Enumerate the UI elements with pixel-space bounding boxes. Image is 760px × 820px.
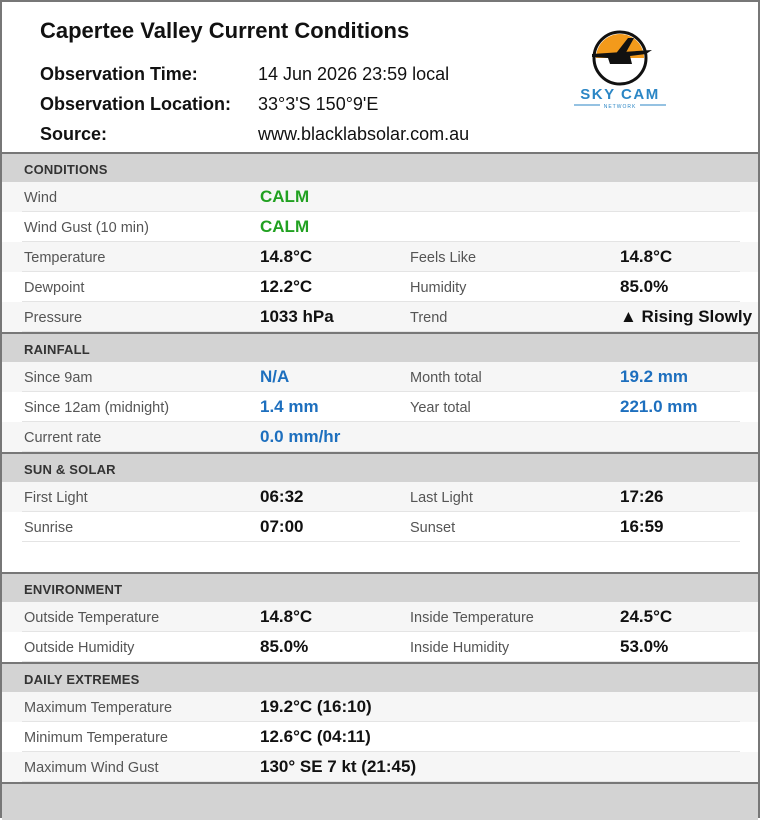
trend-label: Trend — [410, 310, 448, 326]
outside-temperature-label: Outside Temperature — [24, 610, 160, 626]
row-wind — [2, 182, 758, 212]
outside-humidity-label: Outside Humidity — [24, 640, 135, 656]
since-midnight-value: 1.4 mm — [260, 397, 319, 416]
max-wind-gust-value: 130° SE 7 kt (21:45) — [260, 757, 417, 776]
year-total-label: Year total — [410, 400, 471, 416]
page-title: Capertee Valley Current Conditions — [40, 18, 410, 43]
sunrise-label: Sunrise — [24, 520, 74, 536]
dewpoint-value: 12.2°C — [260, 277, 313, 296]
inside-humidity-label: Inside Humidity — [410, 640, 510, 656]
feels-like-value: 14.8°C — [620, 247, 673, 266]
source-label: Source: — [40, 124, 108, 144]
last-light-label: Last Light — [410, 490, 473, 506]
sunset-value: 16:59 — [620, 517, 664, 536]
section-heading-daily-extremes: DAILY EXTREMES — [2, 662, 758, 692]
observation-time-label: Observation Time: — [40, 64, 198, 84]
row-pressure — [2, 302, 758, 332]
outside-temperature-value: 14.8°C — [260, 607, 313, 626]
sunset-label: Sunset — [410, 520, 456, 536]
since-9am-label: Since 9am — [24, 370, 93, 386]
humidity-value: 85.0% — [620, 277, 669, 296]
humidity-label: Humidity — [410, 280, 467, 296]
row-min-temperature — [2, 722, 758, 752]
min-temperature-label: Minimum Temperature — [24, 730, 168, 746]
logo-subtext: NETWORK — [603, 104, 637, 110]
year-total-value: 221.0 mm — [620, 397, 698, 416]
temperature-label: Temperature — [24, 250, 106, 266]
footer-bar — [2, 782, 758, 820]
min-temperature-value: 12.6°C (04:11) — [260, 727, 371, 746]
dewpoint-label: Dewpoint — [24, 280, 85, 296]
row-temperature — [2, 242, 758, 272]
max-temperature-value: 19.2°C (16:10) — [260, 697, 372, 716]
wind-gust-value: CALM — [260, 217, 310, 236]
row-first-light — [2, 482, 758, 512]
header — [2, 2, 758, 152]
wind-gust-label: Wind Gust (10 min) — [24, 220, 149, 236]
observation-time-value: 14 Jun 2026 23:59 local — [258, 64, 450, 84]
current-rate-value: 0.0 mm/hr — [260, 427, 341, 446]
first-light-label: First Light — [24, 490, 88, 506]
row-outside-humidity — [2, 632, 758, 662]
row-since-midnight — [2, 392, 758, 422]
inside-temperature-value: 24.5°C — [620, 607, 673, 626]
sky-cam-logo — [570, 28, 670, 112]
last-light-value: 17:26 — [620, 487, 664, 506]
month-total-label: Month total — [410, 370, 482, 386]
observation-location-value: 33°3'S 150°9'E — [258, 94, 379, 114]
section-heading-conditions: CONDITIONS — [2, 152, 758, 182]
row-current-rate — [2, 422, 758, 452]
row-max-wind-gust — [2, 752, 758, 782]
sunrise-value: 07:00 — [260, 517, 304, 536]
inside-humidity-value: 53.0% — [620, 637, 669, 656]
pressure-label: Pressure — [24, 310, 83, 326]
row-dewpoint — [2, 272, 758, 302]
temperature-value: 14.8°C — [260, 247, 313, 266]
trend-value: ▲ Rising Slowly — [620, 307, 753, 326]
observation-location-label: Observation Location: — [40, 94, 232, 114]
row-outside-temperature — [2, 602, 758, 632]
row-wind-gust — [2, 212, 758, 242]
first-light-value: 06:32 — [260, 487, 304, 506]
outside-humidity-value: 85.0% — [260, 637, 309, 656]
current-rate-label: Current rate — [24, 430, 102, 446]
wind-label: Wind — [24, 190, 58, 206]
logo-text: SKY CAM — [580, 86, 660, 103]
inside-temperature-label: Inside Temperature — [410, 610, 534, 626]
pressure-value: 1033 hPa — [260, 307, 334, 326]
month-total-value: 19.2 mm — [620, 367, 689, 386]
row-max-temperature — [2, 692, 758, 722]
section-heading-environment: ENVIRONMENT — [2, 572, 758, 602]
max-wind-gust-label: Maximum Wind Gust — [24, 760, 159, 776]
row-sunrise — [2, 512, 758, 542]
since-9am-value: N/A — [260, 367, 290, 386]
wind-value: CALM — [260, 187, 310, 206]
max-temperature-label: Maximum Temperature — [24, 700, 173, 716]
row-since-9am — [2, 362, 758, 392]
section-heading-rainfall: RAINFALL — [2, 332, 758, 362]
feels-like-label: Feels Like — [410, 250, 477, 266]
since-midnight-label: Since 12am (midnight) — [24, 400, 170, 416]
section-heading-sun-solar: SUN & SOLAR — [2, 452, 758, 482]
section-spacer — [2, 542, 758, 572]
source-value: www.blacklabsolar.com.au — [258, 124, 470, 144]
